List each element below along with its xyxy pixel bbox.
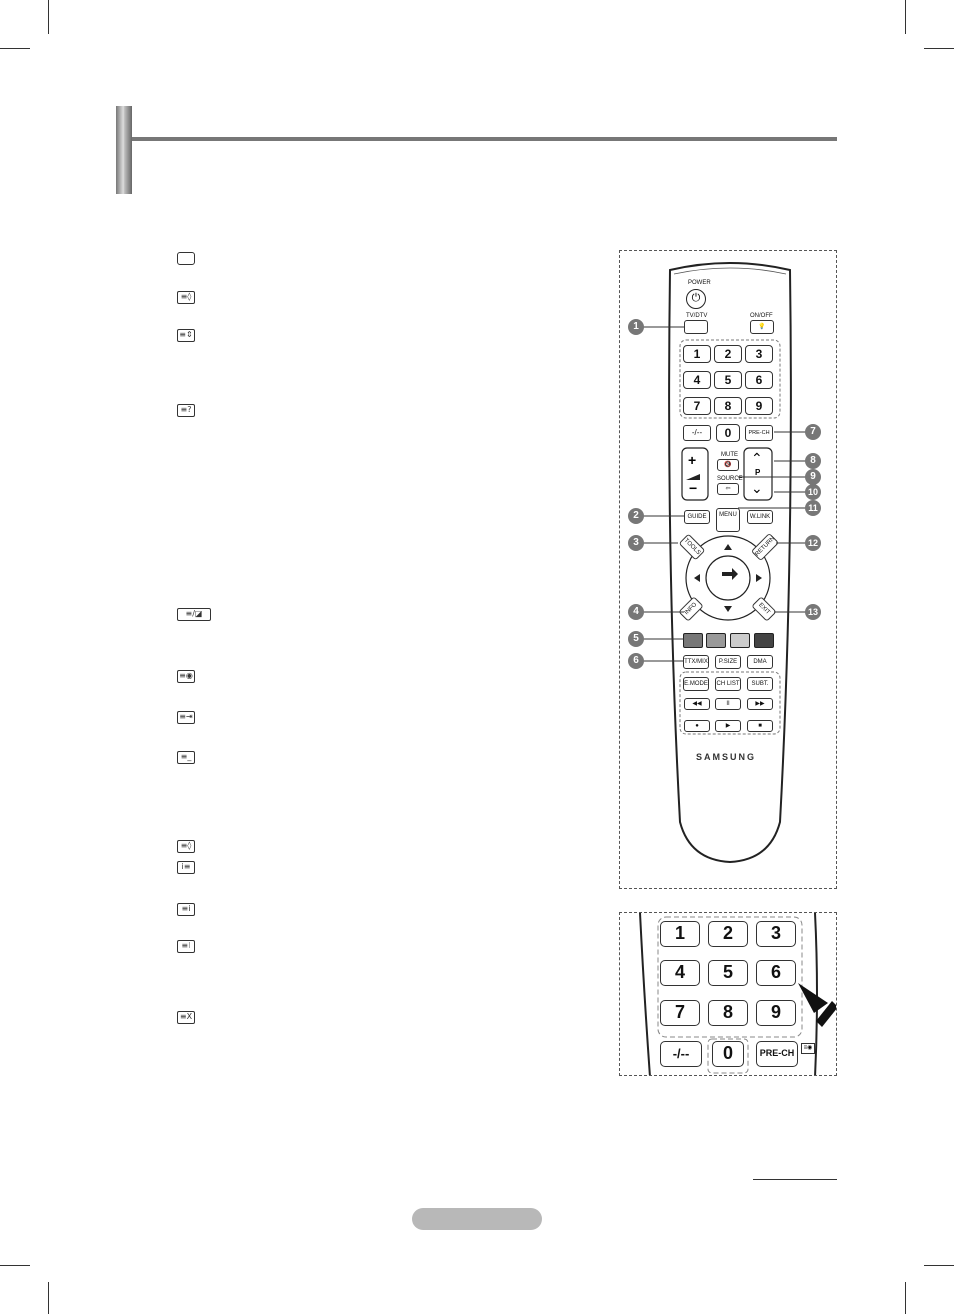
- crop-mark: [905, 0, 906, 34]
- keypad-zoom-frame: [619, 912, 837, 1076]
- subt-button[interactable]: SUBT.: [747, 677, 773, 691]
- zoom-dash-button[interactable]: -/--: [660, 1041, 702, 1067]
- callout-5: 5: [628, 631, 644, 647]
- section-title-rule: [132, 137, 837, 141]
- source-button[interactable]: ⇦: [717, 483, 739, 495]
- tv-mode-icon: [177, 252, 195, 265]
- channel-label: P: [755, 468, 761, 477]
- subtitle-icon: ≡_: [177, 751, 195, 764]
- page-number-pill: [412, 1208, 542, 1230]
- ttx-mix-button[interactable]: TTX/MIX: [683, 655, 709, 669]
- fast-forward-button[interactable]: ▶▶: [747, 698, 773, 710]
- callout-7: 7: [805, 424, 821, 440]
- prech-button[interactable]: PRE-CH: [745, 425, 773, 441]
- hold-icon-2: ≡◊: [177, 840, 195, 853]
- digit-button[interactable]: 3: [745, 345, 773, 363]
- stop-button[interactable]: ■: [747, 720, 773, 732]
- chlist-button[interactable]: CH LIST: [715, 677, 741, 691]
- crop-mark: [0, 1265, 30, 1266]
- subpage-icon: ≡⇥: [177, 711, 195, 724]
- zoom-digit-button[interactable]: 4: [660, 960, 700, 986]
- callout-3: 3: [628, 535, 644, 551]
- digit-button[interactable]: 2: [714, 345, 742, 363]
- emode-button[interactable]: E.MODE: [683, 677, 709, 691]
- digit-button[interactable]: 8: [714, 397, 742, 415]
- zoom-prech-teletext-icon: ≡◉: [801, 1043, 815, 1054]
- list-icon: ≡⁝: [177, 940, 195, 953]
- zoom-digit-button[interactable]: 5: [708, 960, 748, 986]
- source-label: SOURCE: [717, 476, 743, 482]
- crop-mark: [924, 1265, 954, 1266]
- index-icon: i≡: [177, 861, 195, 874]
- tvdtv-label: TV/DTV: [686, 313, 708, 319]
- callout-1: 1: [628, 319, 644, 335]
- section-title-marker: [116, 106, 132, 194]
- digit-button[interactable]: 4: [683, 371, 711, 389]
- zoom-digit-button[interactable]: 6: [756, 960, 796, 986]
- digit-button[interactable]: 7: [683, 397, 711, 415]
- zoom-digit-button[interactable]: 1: [660, 921, 700, 947]
- record-button[interactable]: ●: [684, 720, 710, 732]
- callout-13: 13: [805, 604, 821, 620]
- power-label: POWER: [688, 280, 711, 286]
- digit-button[interactable]: 5: [714, 371, 742, 389]
- dma-button[interactable]: DMA: [747, 655, 773, 669]
- channel-up-icon[interactable]: ⌃: [751, 450, 763, 466]
- callout-9: 9: [805, 469, 821, 485]
- power-button[interactable]: ⏻: [686, 289, 706, 309]
- crop-mark: [0, 48, 30, 49]
- psize-button[interactable]: P.SIZE: [715, 655, 741, 669]
- exit-button[interactable]: EXIT: [751, 596, 776, 621]
- menu-button[interactable]: MENU: [716, 508, 740, 532]
- zoom-digit-button[interactable]: 7: [660, 1000, 700, 1026]
- crop-mark: [48, 1282, 49, 1314]
- callout-2: 2: [628, 508, 644, 524]
- zero-button[interactable]: 0: [716, 424, 740, 442]
- wlink-button[interactable]: W.LINK: [747, 510, 773, 524]
- callout-8: 8: [805, 453, 821, 469]
- crop-mark: [924, 48, 954, 49]
- pause-button[interactable]: II: [715, 698, 741, 710]
- zoom-digit-button[interactable]: 2: [708, 921, 748, 947]
- return-button[interactable]: RETURN: [751, 533, 779, 561]
- onoff-button[interactable]: 💡: [750, 320, 774, 334]
- hold-icon: ≡◊: [177, 291, 195, 304]
- info-button[interactable]: INFO: [678, 596, 703, 621]
- page-icon: ≡i: [177, 903, 195, 916]
- zoom-digit-button[interactable]: 9: [756, 1000, 796, 1026]
- digit-button[interactable]: 9: [745, 397, 773, 415]
- zoom-digit-button[interactable]: 8: [708, 1000, 748, 1026]
- volume-plus[interactable]: +: [688, 452, 697, 468]
- callout-6: 6: [628, 653, 644, 669]
- channel-down-icon[interactable]: ⌄: [751, 480, 763, 496]
- callout-10: 10: [805, 484, 821, 500]
- play-button[interactable]: ▶: [715, 720, 741, 732]
- digit-button[interactable]: 1: [683, 345, 711, 363]
- mute-button[interactable]: 🔇: [717, 459, 739, 471]
- store-icon: ≡◉: [177, 670, 195, 683]
- teletext-mix-icon: ≡/◪: [177, 608, 211, 621]
- zoom-prech-button[interactable]: PRE-CH: [756, 1041, 798, 1067]
- crop-mark: [48, 0, 49, 34]
- dash-button[interactable]: -/--: [683, 425, 711, 441]
- guide-button[interactable]: GUIDE: [684, 510, 710, 524]
- size-icon: ≡⇕: [177, 329, 195, 342]
- callout-12: 12: [805, 535, 821, 551]
- brand-logo: SAMSUNG: [696, 752, 757, 762]
- reveal-icon: ≡?: [177, 404, 195, 417]
- callout-11: 11: [805, 500, 821, 516]
- cancel-icon: ≡X: [177, 1011, 195, 1024]
- rewind-button[interactable]: ◀◀: [684, 698, 710, 710]
- onoff-label: ON/OFF: [750, 313, 773, 319]
- zoom-digit-button[interactable]: 3: [756, 921, 796, 947]
- volume-minus[interactable]: −: [689, 480, 698, 496]
- callout-leaders: [620, 310, 835, 670]
- digit-button[interactable]: 6: [745, 371, 773, 389]
- zoom-zero-button[interactable]: 0: [712, 1041, 744, 1067]
- tools-button[interactable]: TOOLS: [679, 534, 706, 561]
- mute-label: MUTE: [721, 452, 738, 458]
- callout-4: 4: [628, 604, 644, 620]
- crop-mark: [905, 1282, 906, 1314]
- continued-rule: [753, 1179, 837, 1180]
